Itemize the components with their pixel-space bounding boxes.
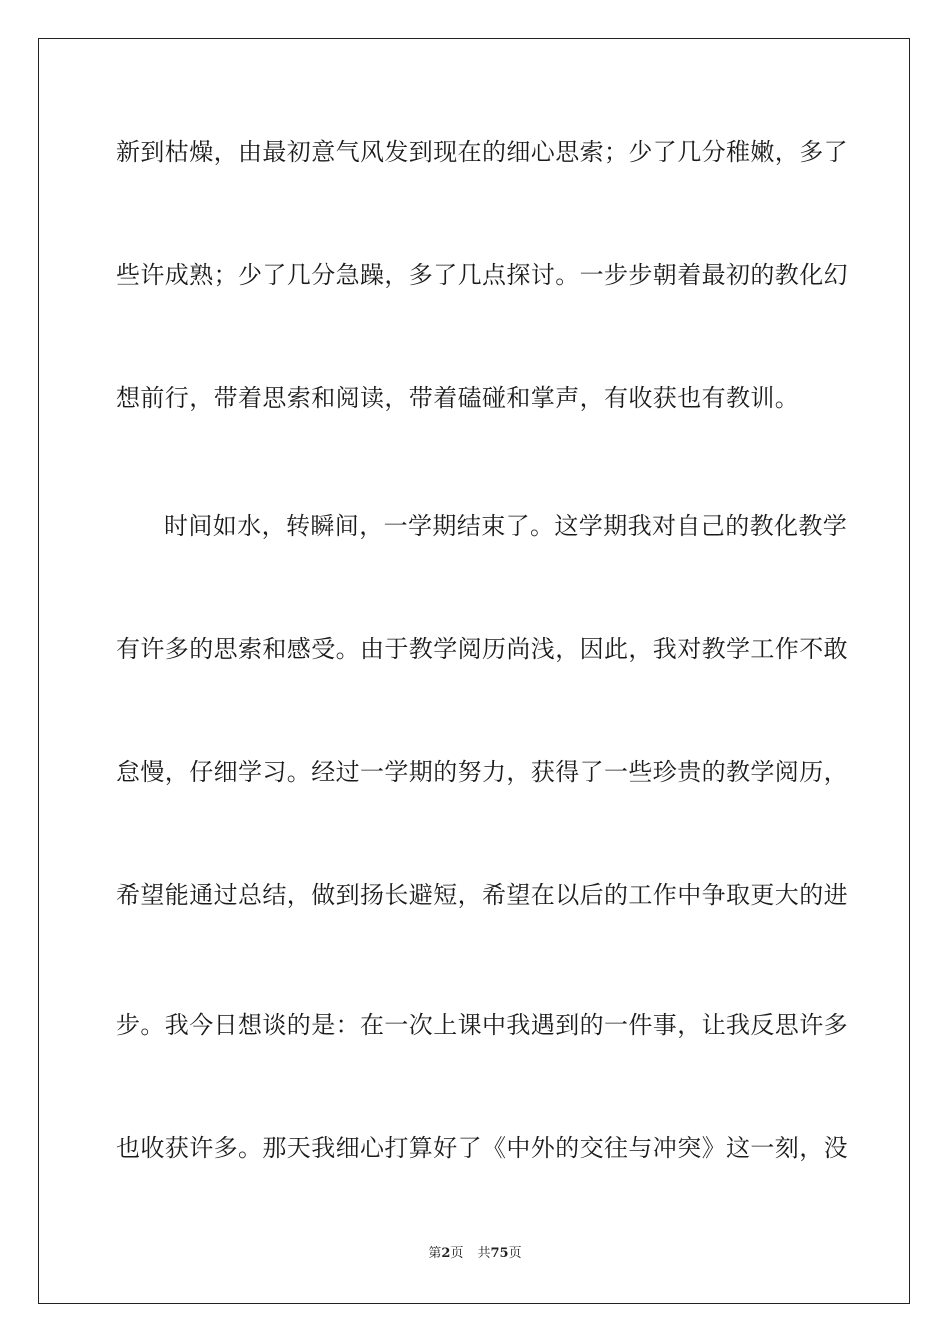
body-text-line-9: 也收获许多。那天我细心打算好了《中外的交往与冲突》这一刻，没 (116, 1134, 848, 1162)
total-pages-number: 75 (490, 1246, 509, 1261)
page-suffix: 页 (450, 1246, 464, 1261)
body-text-line-6: 怠慢，仔细学习。经过一学期的努力，获得了一些珍贵的教学阅历， (116, 758, 848, 786)
body-text-line-7: 希望能通过总结，做到扬长避短，希望在以后的工作中争取更大的进 (116, 881, 848, 909)
total-prefix: 共 (477, 1246, 491, 1261)
page-footer (0, 1245, 950, 1263)
body-text-line-1: 新到枯燥，由最初意气风发到现在的细心思索；少了几分稚嫩，多了 (116, 138, 848, 166)
body-text-line-8: 步。我今日想谈的是：在一次上课中我遇到的一件事，让我反思许多 (116, 1011, 848, 1039)
page-prefix: 第 (428, 1246, 442, 1261)
page-border (38, 38, 910, 1304)
current-page-number: 2 (441, 1246, 451, 1261)
body-text-line-4: 时间如水，转瞬间，一学期结束了。这学期我对自己的教化教学 (164, 512, 848, 540)
total-suffix: 页 (508, 1246, 522, 1261)
body-text-line-2: 些许成熟；少了几分急躁，多了几点探讨。一步步朝着最初的教化幻 (116, 261, 848, 289)
body-text-line-5: 有许多的思索和感受。由于教学阅历尚浅，因此，我对教学工作不敢 (116, 635, 848, 663)
body-text-line-3: 想前行，带着思索和阅读，带着磕碰和掌声，有收获也有教训。 (116, 384, 800, 412)
